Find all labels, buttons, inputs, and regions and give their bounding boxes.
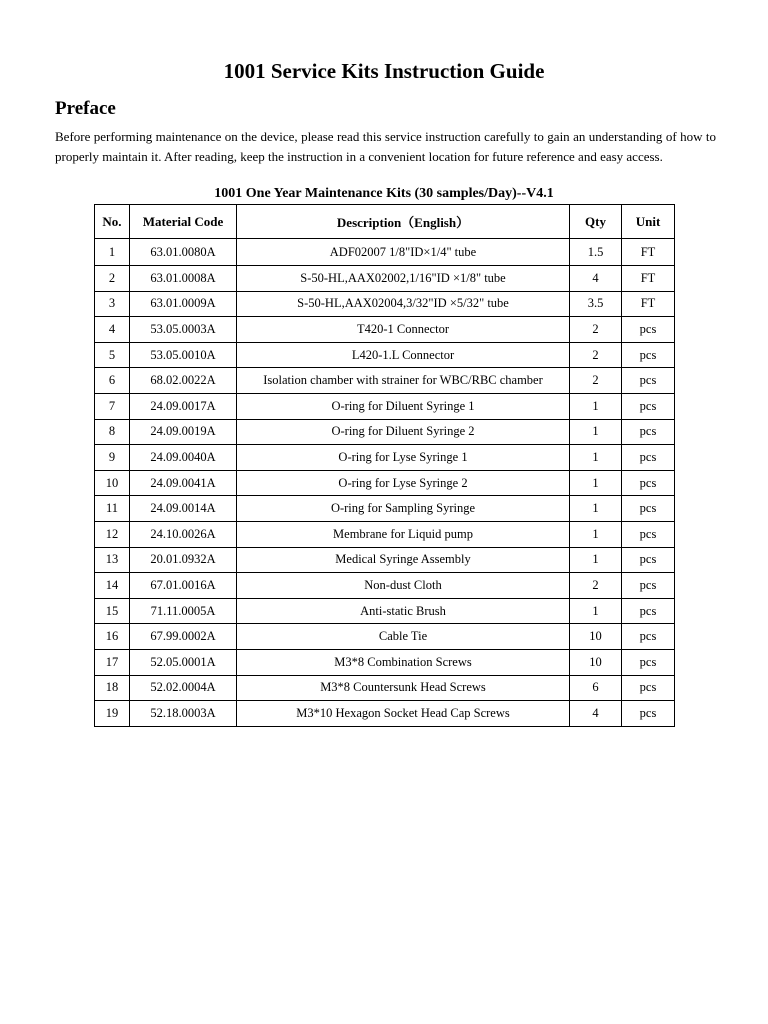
cell-qty: 1 (570, 445, 622, 471)
cell-description: ADF02007 1/8"ID×1/4" tube (237, 239, 570, 266)
table-caption: 1001 One Year Maintenance Kits (30 samples/Day)--V4.1 (214, 186, 554, 201)
cell-description: Non-dust Cloth (237, 573, 570, 599)
cell-no: 5 (95, 342, 130, 368)
cell-qty: 10 (570, 624, 622, 650)
cell-description: Membrane for Liquid pump (237, 521, 570, 547)
cell-material-code: 63.01.0009A (130, 291, 237, 317)
table-row (95, 521, 675, 547)
cell-no: 15 (95, 598, 130, 624)
cell-unit: pcs (622, 675, 675, 701)
cell-unit: pcs (622, 393, 675, 419)
cell-qty: 1 (570, 496, 622, 522)
cell-unit: pcs (622, 624, 675, 650)
cell-no: 7 (95, 393, 130, 419)
cell-qty: 1 (570, 393, 622, 419)
cell-material-code: 24.09.0041A (130, 470, 237, 496)
cell-material-code: 68.02.0022A (130, 368, 237, 394)
header-material-code: Material Code (130, 205, 237, 239)
cell-no: 9 (95, 445, 130, 471)
cell-unit: pcs (622, 496, 675, 522)
table-row (95, 701, 675, 727)
cell-material-code: 52.02.0004A (130, 675, 237, 701)
cell-unit: pcs (622, 649, 675, 675)
cell-unit: FT (622, 239, 675, 266)
cell-no: 6 (95, 368, 130, 394)
cell-qty: 4 (570, 701, 622, 727)
cell-no: 13 (95, 547, 130, 573)
table-row (95, 649, 675, 675)
cell-material-code: 24.09.0014A (130, 496, 237, 522)
cell-no: 10 (95, 470, 130, 496)
cell-no: 8 (95, 419, 130, 445)
table-row (95, 547, 675, 573)
cell-qty: 1.5 (570, 239, 622, 266)
table-row (95, 368, 675, 394)
cell-unit: pcs (622, 573, 675, 599)
table-row (95, 624, 675, 650)
header-no: No. (95, 205, 130, 239)
table-row (95, 598, 675, 624)
cell-material-code: 63.01.0008A (130, 266, 237, 292)
cell-qty: 2 (570, 342, 622, 368)
cell-no: 4 (95, 317, 130, 343)
cell-qty: 1 (570, 419, 622, 445)
cell-unit: pcs (622, 419, 675, 445)
header-description: Description（English） (237, 205, 570, 239)
cell-qty: 2 (570, 317, 622, 343)
cell-material-code: 71.11.0005A (130, 598, 237, 624)
header-unit: Unit (622, 205, 675, 239)
cell-unit: pcs (622, 317, 675, 343)
cell-unit: pcs (622, 701, 675, 727)
header-qty: Qty (570, 205, 622, 239)
cell-unit: pcs (622, 445, 675, 471)
cell-description: S-50-HL,AAX02004,3/32"ID ×5/32" tube (237, 291, 570, 317)
cell-material-code: 63.01.0080A (130, 239, 237, 266)
cell-unit: pcs (622, 547, 675, 573)
cell-unit: pcs (622, 368, 675, 394)
cell-qty: 4 (570, 266, 622, 292)
cell-qty: 1 (570, 547, 622, 573)
cell-unit: pcs (622, 342, 675, 368)
cell-qty: 1 (570, 521, 622, 547)
cell-qty: 1 (570, 470, 622, 496)
cell-no: 19 (95, 701, 130, 727)
cell-qty: 1 (570, 598, 622, 624)
cell-description: M3*10 Hexagon Socket Head Cap Screws (237, 701, 570, 727)
table-row (95, 291, 675, 317)
cell-no: 18 (95, 675, 130, 701)
cell-material-code: 24.09.0017A (130, 393, 237, 419)
table-header-row (95, 205, 675, 239)
cell-description: O-ring for Sampling Syringe (237, 496, 570, 522)
cell-unit: pcs (622, 470, 675, 496)
table-row (95, 393, 675, 419)
cell-material-code: 67.99.0002A (130, 624, 237, 650)
cell-description: S-50-HL,AAX02002,1/16"ID ×1/8" tube (237, 266, 570, 292)
cell-description: M3*8 Combination Screws (237, 649, 570, 675)
table-row (95, 266, 675, 292)
table-row (95, 496, 675, 522)
cell-description: O-ring for Lyse Syringe 2 (237, 470, 570, 496)
table-row (95, 675, 675, 701)
cell-no: 17 (95, 649, 130, 675)
cell-material-code: 53.05.0003A (130, 317, 237, 343)
cell-description: Cable Tie (237, 624, 570, 650)
cell-no: 16 (95, 624, 130, 650)
cell-qty: 2 (570, 573, 622, 599)
cell-no: 12 (95, 521, 130, 547)
cell-no: 3 (95, 291, 130, 317)
table-row (95, 342, 675, 368)
cell-unit: pcs (622, 521, 675, 547)
maintenance-kits-table (94, 204, 675, 727)
cell-material-code: 20.01.0932A (130, 547, 237, 573)
cell-no: 14 (95, 573, 130, 599)
cell-material-code: 24.10.0026A (130, 521, 237, 547)
cell-qty: 3.5 (570, 291, 622, 317)
table-row (95, 470, 675, 496)
cell-description: O-ring for Diluent Syringe 2 (237, 419, 570, 445)
cell-description: M3*8 Countersunk Head Screws (237, 675, 570, 701)
cell-unit: pcs (622, 598, 675, 624)
cell-description: Isolation chamber with strainer for WBC/RBC chamber (237, 368, 570, 394)
cell-unit: FT (622, 291, 675, 317)
cell-description: O-ring for Lyse Syringe 1 (237, 445, 570, 471)
cell-no: 2 (95, 266, 130, 292)
cell-material-code: 24.09.0019A (130, 419, 237, 445)
cell-material-code: 52.18.0003A (130, 701, 237, 727)
cell-description: L420-1.L Connector (237, 342, 570, 368)
cell-no: 1 (95, 239, 130, 266)
table-row (95, 573, 675, 599)
cell-qty: 6 (570, 675, 622, 701)
cell-unit: FT (622, 266, 675, 292)
preface-heading: Preface (55, 98, 116, 119)
table-row (95, 239, 675, 266)
cell-material-code: 67.01.0016A (130, 573, 237, 599)
cell-material-code: 24.09.0040A (130, 445, 237, 471)
cell-description: O-ring for Diluent Syringe 1 (237, 393, 570, 419)
cell-qty: 2 (570, 368, 622, 394)
cell-material-code: 52.05.0001A (130, 649, 237, 675)
table-row (95, 445, 675, 471)
preface-paragraph: Before performing maintenance on the device, please read this service instruction carefully to gain an understanding of how to properly maintain it. After reading, keep the instruction in a convenient location for future reference and easy access. (55, 129, 716, 164)
cell-qty: 10 (570, 649, 622, 675)
cell-description: Medical Syringe Assembly (237, 547, 570, 573)
table-row (95, 317, 675, 343)
cell-description: Anti-static Brush (237, 598, 570, 624)
cell-description: T420-1 Connector (237, 317, 570, 343)
table-row (95, 419, 675, 445)
cell-material-code: 53.05.0010A (130, 342, 237, 368)
cell-no: 11 (95, 496, 130, 522)
document-title: 1001 Service Kits Instruction Guide (223, 59, 545, 83)
